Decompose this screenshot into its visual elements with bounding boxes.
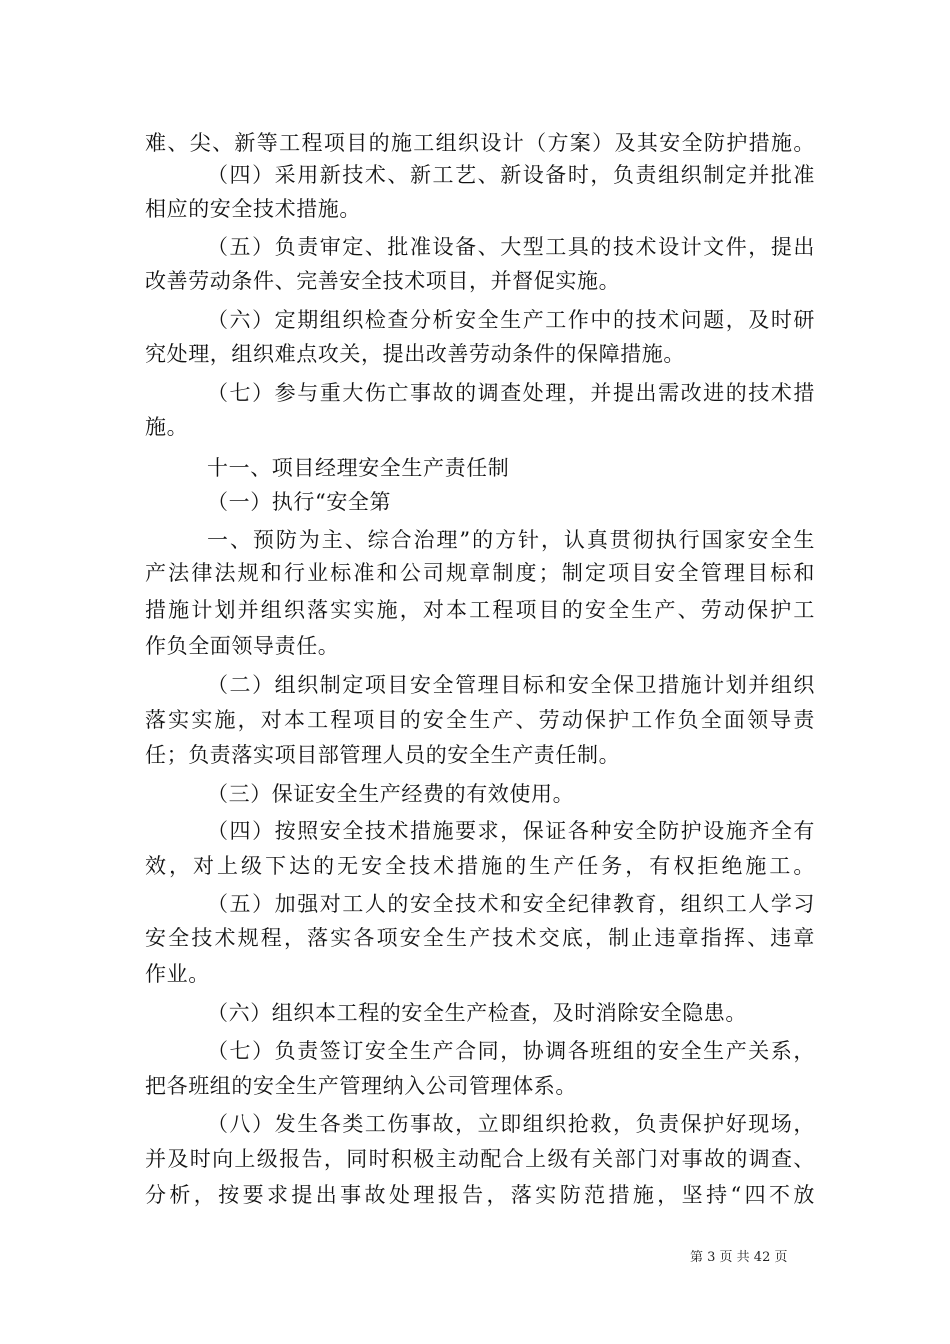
text-line: 分析，按要求提出事故处理报告，落实防范措施，坚持“四不放	[145, 1183, 815, 1207]
text-line: （一）执行“安全第	[207, 490, 392, 514]
text-line: 任；负责落实项目部管理人员的安全生产责任制。	[145, 743, 621, 767]
text-line: 改善劳动条件、完善安全技术项目，并督促实施。	[145, 269, 621, 293]
text-line: 难、尖、新等工程项目的施工组织设计（方案）及其安全防护措施。	[145, 131, 815, 155]
text-line: 究处理，组织难点攻关，提出改善劳动条件的保障措施。	[145, 342, 685, 366]
text-line: 作负全面领导责任。	[145, 634, 340, 658]
text-line: 相应的安全技术措施。	[145, 197, 361, 221]
text-line: 并及时向上级报告，同时积极主动配合上级有关部门对事故的调查、	[145, 1147, 815, 1171]
text-line: （八）发生各类工伤事故，立即组织抢救，负责保护好现场，	[207, 1112, 815, 1136]
text-line: 落实实施，对本工程项目的安全生产、劳动保护工作负全面领导责	[145, 708, 815, 732]
text-line: 安全技术规程，落实各项安全生产技术交底，制止违章指挥、违章	[145, 926, 815, 950]
text-line: （六）定期组织检查分析安全生产工作中的技术问题，及时研	[207, 308, 815, 332]
text-line: （七）负责签订安全生产合同，协调各班组的安全生产关系，	[207, 1039, 815, 1063]
text-line: （四）按照安全技术措施要求，保证各种安全防护设施齐全有	[207, 819, 815, 843]
text-line: 措施计划并组织落实实施，对本工程项目的安全生产、劳动保护工	[145, 598, 815, 622]
text-line: 产法律法规和行业标准和公司规章制度；制定项目安全管理目标和	[145, 561, 815, 585]
text-line: （七）参与重大伤亡事故的调查处理，并提出需改进的技术措	[207, 381, 815, 405]
text-line: （二）组织制定项目安全管理目标和安全保卫措施计划并组织	[207, 673, 815, 697]
text-line: （五）负责审定、批准设备、大型工具的技术设计文件，提出	[207, 235, 815, 259]
text-line: （四）采用新技术、新工艺、新设备时，负责组织制定并批准	[207, 163, 815, 187]
text-line: 把各班组的安全生产管理纳入公司管理体系。	[145, 1074, 577, 1098]
text-line: （五）加强对工人的安全技术和安全纪律教育，组织工人学习	[207, 892, 815, 916]
section-heading: 十一、项目经理安全生产责任制	[207, 456, 510, 480]
text-line: （三）保证安全生产经费的有效使用。	[207, 782, 575, 806]
text-line: 一、预防为主、综合治理”的方针，认真贯彻执行国家安全生	[207, 528, 815, 552]
text-line: 效，对上级下达的无安全技术措施的生产任务，有权拒绝施工。	[145, 854, 815, 878]
text-line: （六）组织本工程的安全生产检查，及时消除安全隐患。	[207, 1001, 747, 1025]
text-line: 作业。	[145, 962, 210, 986]
text-line: 施。	[145, 415, 189, 439]
page-number: 第 3 页 共 42 页	[690, 1250, 788, 1265]
